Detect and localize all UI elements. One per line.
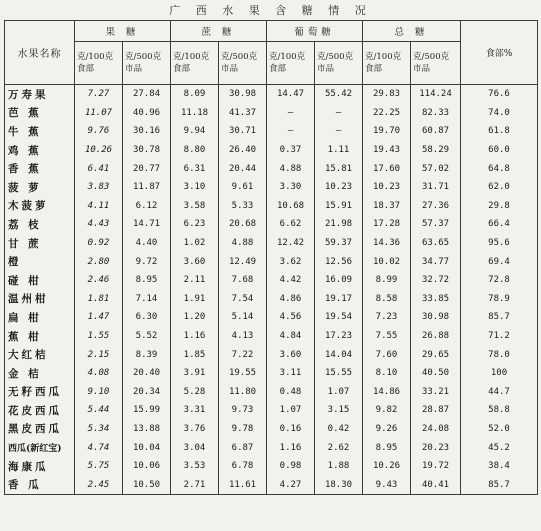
- value-cell: 1.02: [171, 234, 219, 253]
- value-cell: 28.87: [411, 401, 461, 420]
- value-cell: 4.43: [75, 215, 123, 234]
- value-cell: 20.34: [123, 383, 171, 402]
- value-cell: 11.61: [219, 475, 267, 494]
- subheader-per-500g: 克/500克 市品: [411, 42, 461, 85]
- value-cell: 2.62: [315, 438, 363, 457]
- value-cell: 58.8: [461, 401, 538, 420]
- fruit-name-cell: 温州柑: [5, 290, 75, 309]
- subheader-per-500g: 克/500克 市品: [219, 42, 267, 85]
- value-cell: 19.43: [363, 141, 411, 160]
- value-cell: 30.98: [219, 85, 267, 104]
- value-cell: 4.08: [75, 364, 123, 383]
- header-sucrose: 蔗 糖: [171, 21, 267, 42]
- value-cell: 4.27: [267, 475, 315, 494]
- sugar-content-table: [4, 20, 538, 495]
- value-cell: 29.8: [461, 197, 538, 216]
- value-cell: 2.46: [75, 271, 123, 290]
- value-cell: 1.47: [75, 308, 123, 327]
- value-cell: 41.37: [219, 104, 267, 123]
- value-cell: 0.16: [267, 420, 315, 439]
- value-cell: 1.11: [315, 141, 363, 160]
- value-cell: 7.68: [219, 271, 267, 290]
- value-cell: 6.78: [219, 457, 267, 476]
- fruit-name-cell: 荔 枝: [5, 215, 75, 234]
- value-cell: 10.26: [363, 457, 411, 476]
- value-cell: 45.2: [461, 438, 538, 457]
- value-cell: 8.95: [123, 271, 171, 290]
- table-row: [5, 104, 538, 123]
- value-cell: 95.6: [461, 234, 538, 253]
- value-cell: 1.20: [171, 308, 219, 327]
- value-cell: 4.88: [219, 234, 267, 253]
- value-cell: 6.31: [171, 159, 219, 178]
- value-cell: 52.0: [461, 420, 538, 439]
- value-cell: 8.95: [363, 438, 411, 457]
- value-cell: —: [267, 122, 315, 141]
- table-row: [5, 401, 538, 420]
- value-cell: 6.30: [123, 308, 171, 327]
- value-cell: 6.62: [267, 215, 315, 234]
- value-cell: 15.81: [315, 159, 363, 178]
- value-cell: 0.42: [315, 420, 363, 439]
- value-cell: 14.86: [363, 383, 411, 402]
- value-cell: 6.12: [123, 197, 171, 216]
- value-cell: 38.4: [461, 457, 538, 476]
- table-row: [5, 457, 538, 476]
- value-cell: 2.80: [75, 252, 123, 271]
- value-cell: 3.83: [75, 178, 123, 197]
- value-cell: 3.04: [171, 438, 219, 457]
- value-cell: 1.91: [171, 290, 219, 309]
- value-cell: 19.17: [315, 290, 363, 309]
- value-cell: 7.27: [75, 85, 123, 104]
- value-cell: 5.44: [75, 401, 123, 420]
- fruit-name-cell: 芭 蕉: [5, 104, 75, 123]
- fruit-name-cell: 蕉 柑: [5, 327, 75, 346]
- value-cell: 3.10: [171, 178, 219, 197]
- value-cell: 4.74: [75, 438, 123, 457]
- value-cell: 29.65: [411, 345, 461, 364]
- value-cell: 62.0: [461, 178, 538, 197]
- value-cell: —: [315, 104, 363, 123]
- value-cell: 19.54: [315, 308, 363, 327]
- table-row: [5, 234, 538, 253]
- fruit-name-cell: 大红桔: [5, 345, 75, 364]
- header-edible-percent: 食部%: [461, 21, 538, 85]
- value-cell: 78.0: [461, 345, 538, 364]
- value-cell: 2.11: [171, 271, 219, 290]
- value-cell: 8.58: [363, 290, 411, 309]
- value-cell: 40.96: [123, 104, 171, 123]
- value-cell: 0.48: [267, 383, 315, 402]
- header-glucose: 葡萄糖: [267, 21, 363, 42]
- value-cell: 15.91: [315, 197, 363, 216]
- value-cell: 4.84: [267, 327, 315, 346]
- value-cell: 3.11: [267, 364, 315, 383]
- value-cell: 11.07: [75, 104, 123, 123]
- header-fruit-name: 水果名称: [5, 21, 75, 85]
- fruit-name-cell: 黑皮西瓜: [5, 420, 75, 439]
- value-cell: 11.87: [123, 178, 171, 197]
- value-cell: 55.42: [315, 85, 363, 104]
- value-cell: 2.15: [75, 345, 123, 364]
- value-cell: 4.42: [267, 271, 315, 290]
- value-cell: 7.54: [219, 290, 267, 309]
- header-total-sugar: 总 糖: [363, 21, 461, 42]
- fruit-name-cell: 扁 柑: [5, 308, 75, 327]
- value-cell: 29.83: [363, 85, 411, 104]
- value-cell: 9.78: [219, 420, 267, 439]
- value-cell: 2.71: [171, 475, 219, 494]
- value-cell: 57.37: [411, 215, 461, 234]
- value-cell: 61.8: [461, 122, 538, 141]
- value-cell: 3.76: [171, 420, 219, 439]
- value-cell: 57.02: [411, 159, 461, 178]
- value-cell: 7.60: [363, 345, 411, 364]
- value-cell: 9.94: [171, 122, 219, 141]
- value-cell: 6.41: [75, 159, 123, 178]
- value-cell: 60.87: [411, 122, 461, 141]
- value-cell: 9.43: [363, 475, 411, 494]
- value-cell: 10.50: [123, 475, 171, 494]
- value-cell: 7.23: [363, 308, 411, 327]
- table-row: [5, 252, 538, 271]
- value-cell: 34.77: [411, 252, 461, 271]
- value-cell: 100: [461, 364, 538, 383]
- fruit-name-cell: 牛 蕉: [5, 122, 75, 141]
- value-cell: 20.44: [219, 159, 267, 178]
- value-cell: 3.62: [267, 252, 315, 271]
- value-cell: 14.71: [123, 215, 171, 234]
- value-cell: 24.08: [411, 420, 461, 439]
- value-cell: 18.37: [363, 197, 411, 216]
- value-cell: 1.88: [315, 457, 363, 476]
- subheader-per-100g: 克/100克 食部: [267, 42, 315, 85]
- table-row: [5, 122, 538, 141]
- value-cell: 2.45: [75, 475, 123, 494]
- value-cell: 114.24: [411, 85, 461, 104]
- table-body: [5, 85, 538, 495]
- value-cell: 21.98: [315, 215, 363, 234]
- value-cell: 17.28: [363, 215, 411, 234]
- value-cell: 9.76: [75, 122, 123, 141]
- value-cell: 5.33: [219, 197, 267, 216]
- value-cell: 10.23: [315, 178, 363, 197]
- value-cell: 9.10: [75, 383, 123, 402]
- value-cell: 5.34: [75, 420, 123, 439]
- value-cell: 16.09: [315, 271, 363, 290]
- value-cell: 76.6: [461, 85, 538, 104]
- value-cell: 30.98: [411, 308, 461, 327]
- value-cell: 4.86: [267, 290, 315, 309]
- subheader-per-500g: 克/500克 市品: [315, 42, 363, 85]
- table-row: [5, 345, 538, 364]
- value-cell: 22.25: [363, 104, 411, 123]
- fruit-name-cell: 甘 蔗: [5, 234, 75, 253]
- value-cell: 26.40: [219, 141, 267, 160]
- value-cell: 7.14: [123, 290, 171, 309]
- value-cell: 3.30: [267, 178, 315, 197]
- value-cell: 10.02: [363, 252, 411, 271]
- value-cell: 5.28: [171, 383, 219, 402]
- fruit-name-cell: 碰 柑: [5, 271, 75, 290]
- value-cell: 8.99: [363, 271, 411, 290]
- table-row: [5, 420, 538, 439]
- value-cell: 14.36: [363, 234, 411, 253]
- subheader-per-500g: 克/500克 市品: [123, 42, 171, 85]
- table-row: [5, 141, 538, 160]
- value-cell: 3.60: [171, 252, 219, 271]
- value-cell: 8.39: [123, 345, 171, 364]
- value-cell: 9.72: [123, 252, 171, 271]
- value-cell: 4.11: [75, 197, 123, 216]
- value-cell: 1.85: [171, 345, 219, 364]
- value-cell: 10.68: [267, 197, 315, 216]
- value-cell: 1.16: [267, 438, 315, 457]
- fruit-name-cell: 香 蕉: [5, 159, 75, 178]
- value-cell: 40.41: [411, 475, 461, 494]
- value-cell: 15.99: [123, 401, 171, 420]
- value-cell: 15.55: [315, 364, 363, 383]
- table-row: [5, 308, 538, 327]
- value-cell: 20.68: [219, 215, 267, 234]
- table-row: [5, 215, 538, 234]
- value-cell: 26.88: [411, 327, 461, 346]
- value-cell: 30.71: [219, 122, 267, 141]
- value-cell: 74.0: [461, 104, 538, 123]
- value-cell: 66.4: [461, 215, 538, 234]
- value-cell: 10.23: [363, 178, 411, 197]
- value-cell: 69.4: [461, 252, 538, 271]
- value-cell: 20.77: [123, 159, 171, 178]
- value-cell: 12.49: [219, 252, 267, 271]
- table-row: [5, 475, 538, 494]
- value-cell: 1.81: [75, 290, 123, 309]
- value-cell: 1.07: [267, 401, 315, 420]
- fruit-name-cell: 金 桔: [5, 364, 75, 383]
- value-cell: 3.60: [267, 345, 315, 364]
- value-cell: 1.07: [315, 383, 363, 402]
- value-cell: 14.04: [315, 345, 363, 364]
- value-cell: 11.80: [219, 383, 267, 402]
- value-cell: 7.22: [219, 345, 267, 364]
- value-cell: 33.85: [411, 290, 461, 309]
- value-cell: 85.7: [461, 308, 538, 327]
- value-cell: 12.42: [267, 234, 315, 253]
- value-cell: 44.7: [461, 383, 538, 402]
- value-cell: 82.33: [411, 104, 461, 123]
- value-cell: 9.73: [219, 401, 267, 420]
- value-cell: 27.36: [411, 197, 461, 216]
- value-cell: 3.58: [171, 197, 219, 216]
- fruit-name-cell: 鸡 蕉: [5, 141, 75, 160]
- value-cell: 58.29: [411, 141, 461, 160]
- value-cell: 8.09: [171, 85, 219, 104]
- value-cell: 19.72: [411, 457, 461, 476]
- value-cell: 5.14: [219, 308, 267, 327]
- value-cell: 10.26: [75, 141, 123, 160]
- fruit-name-cell: 木菠萝: [5, 197, 75, 216]
- table-row: [5, 197, 538, 216]
- fruit-name-cell: 橙: [5, 252, 75, 271]
- value-cell: 30.78: [123, 141, 171, 160]
- value-cell: 6.23: [171, 215, 219, 234]
- fruit-name-cell: 西瓜(新红宝): [5, 438, 75, 457]
- table-title: 广 西 水 果 含 糖 情 况: [169, 4, 372, 17]
- value-cell: 14.47: [267, 85, 315, 104]
- value-cell: 64.8: [461, 159, 538, 178]
- value-cell: 0.98: [267, 457, 315, 476]
- subheader-per-100g: 克/100克 食部: [171, 42, 219, 85]
- fruit-name-cell: 菠 萝: [5, 178, 75, 197]
- subheader-per-100g: 克/100克 食部: [75, 42, 123, 85]
- value-cell: 78.9: [461, 290, 538, 309]
- table-row: [5, 290, 538, 309]
- fruit-name-cell: 花皮西瓜: [5, 401, 75, 420]
- value-cell: 71.2: [461, 327, 538, 346]
- value-cell: 10.06: [123, 457, 171, 476]
- value-cell: 40.50: [411, 364, 461, 383]
- value-cell: 3.91: [171, 364, 219, 383]
- value-cell: 33.21: [411, 383, 461, 402]
- table-row: [5, 159, 538, 178]
- value-cell: 27.84: [123, 85, 171, 104]
- value-cell: 5.75: [75, 457, 123, 476]
- value-cell: 18.30: [315, 475, 363, 494]
- value-cell: 1.55: [75, 327, 123, 346]
- value-cell: 85.7: [461, 475, 538, 494]
- value-cell: 19.70: [363, 122, 411, 141]
- value-cell: 4.40: [123, 234, 171, 253]
- value-cell: 5.52: [123, 327, 171, 346]
- value-cell: 31.71: [411, 178, 461, 197]
- value-cell: 3.53: [171, 457, 219, 476]
- value-cell: 9.26: [363, 420, 411, 439]
- value-cell: 9.82: [363, 401, 411, 420]
- fruit-name-cell: 无籽西瓜: [5, 383, 75, 402]
- value-cell: 11.18: [171, 104, 219, 123]
- value-cell: 59.37: [315, 234, 363, 253]
- subheader-per-100g: 克/100克 食部: [363, 42, 411, 85]
- table-row: [5, 364, 538, 383]
- value-cell: 4.13: [219, 327, 267, 346]
- value-cell: 17.60: [363, 159, 411, 178]
- fruit-name-cell: 海康瓜: [5, 457, 75, 476]
- value-cell: 63.65: [411, 234, 461, 253]
- value-cell: 3.15: [315, 401, 363, 420]
- value-cell: 8.80: [171, 141, 219, 160]
- value-cell: 72.8: [461, 271, 538, 290]
- value-cell: —: [267, 104, 315, 123]
- value-cell: 7.55: [363, 327, 411, 346]
- value-cell: 30.16: [123, 122, 171, 141]
- value-cell: 12.56: [315, 252, 363, 271]
- value-cell: 0.37: [267, 141, 315, 160]
- value-cell: —: [315, 122, 363, 141]
- value-cell: 13.88: [123, 420, 171, 439]
- table-row: [5, 178, 538, 197]
- value-cell: 0.92: [75, 234, 123, 253]
- value-cell: 60.0: [461, 141, 538, 160]
- table-row: [5, 438, 538, 457]
- value-cell: 17.23: [315, 327, 363, 346]
- value-cell: 1.16: [171, 327, 219, 346]
- value-cell: 10.04: [123, 438, 171, 457]
- table-row: [5, 383, 538, 402]
- table-row: [5, 327, 538, 346]
- table-row: [5, 85, 538, 104]
- value-cell: 32.72: [411, 271, 461, 290]
- value-cell: 3.31: [171, 401, 219, 420]
- fruit-name-cell: 万寿果: [5, 85, 75, 104]
- value-cell: 4.56: [267, 308, 315, 327]
- value-cell: 20.23: [411, 438, 461, 457]
- value-cell: 19.55: [219, 364, 267, 383]
- value-cell: 20.40: [123, 364, 171, 383]
- value-cell: 4.88: [267, 159, 315, 178]
- value-cell: 6.87: [219, 438, 267, 457]
- table-row: [5, 271, 538, 290]
- value-cell: 9.61: [219, 178, 267, 197]
- value-cell: 8.10: [363, 364, 411, 383]
- fruit-name-cell: 香 瓜: [5, 475, 75, 494]
- header-fructose: 果 糖: [75, 21, 171, 42]
